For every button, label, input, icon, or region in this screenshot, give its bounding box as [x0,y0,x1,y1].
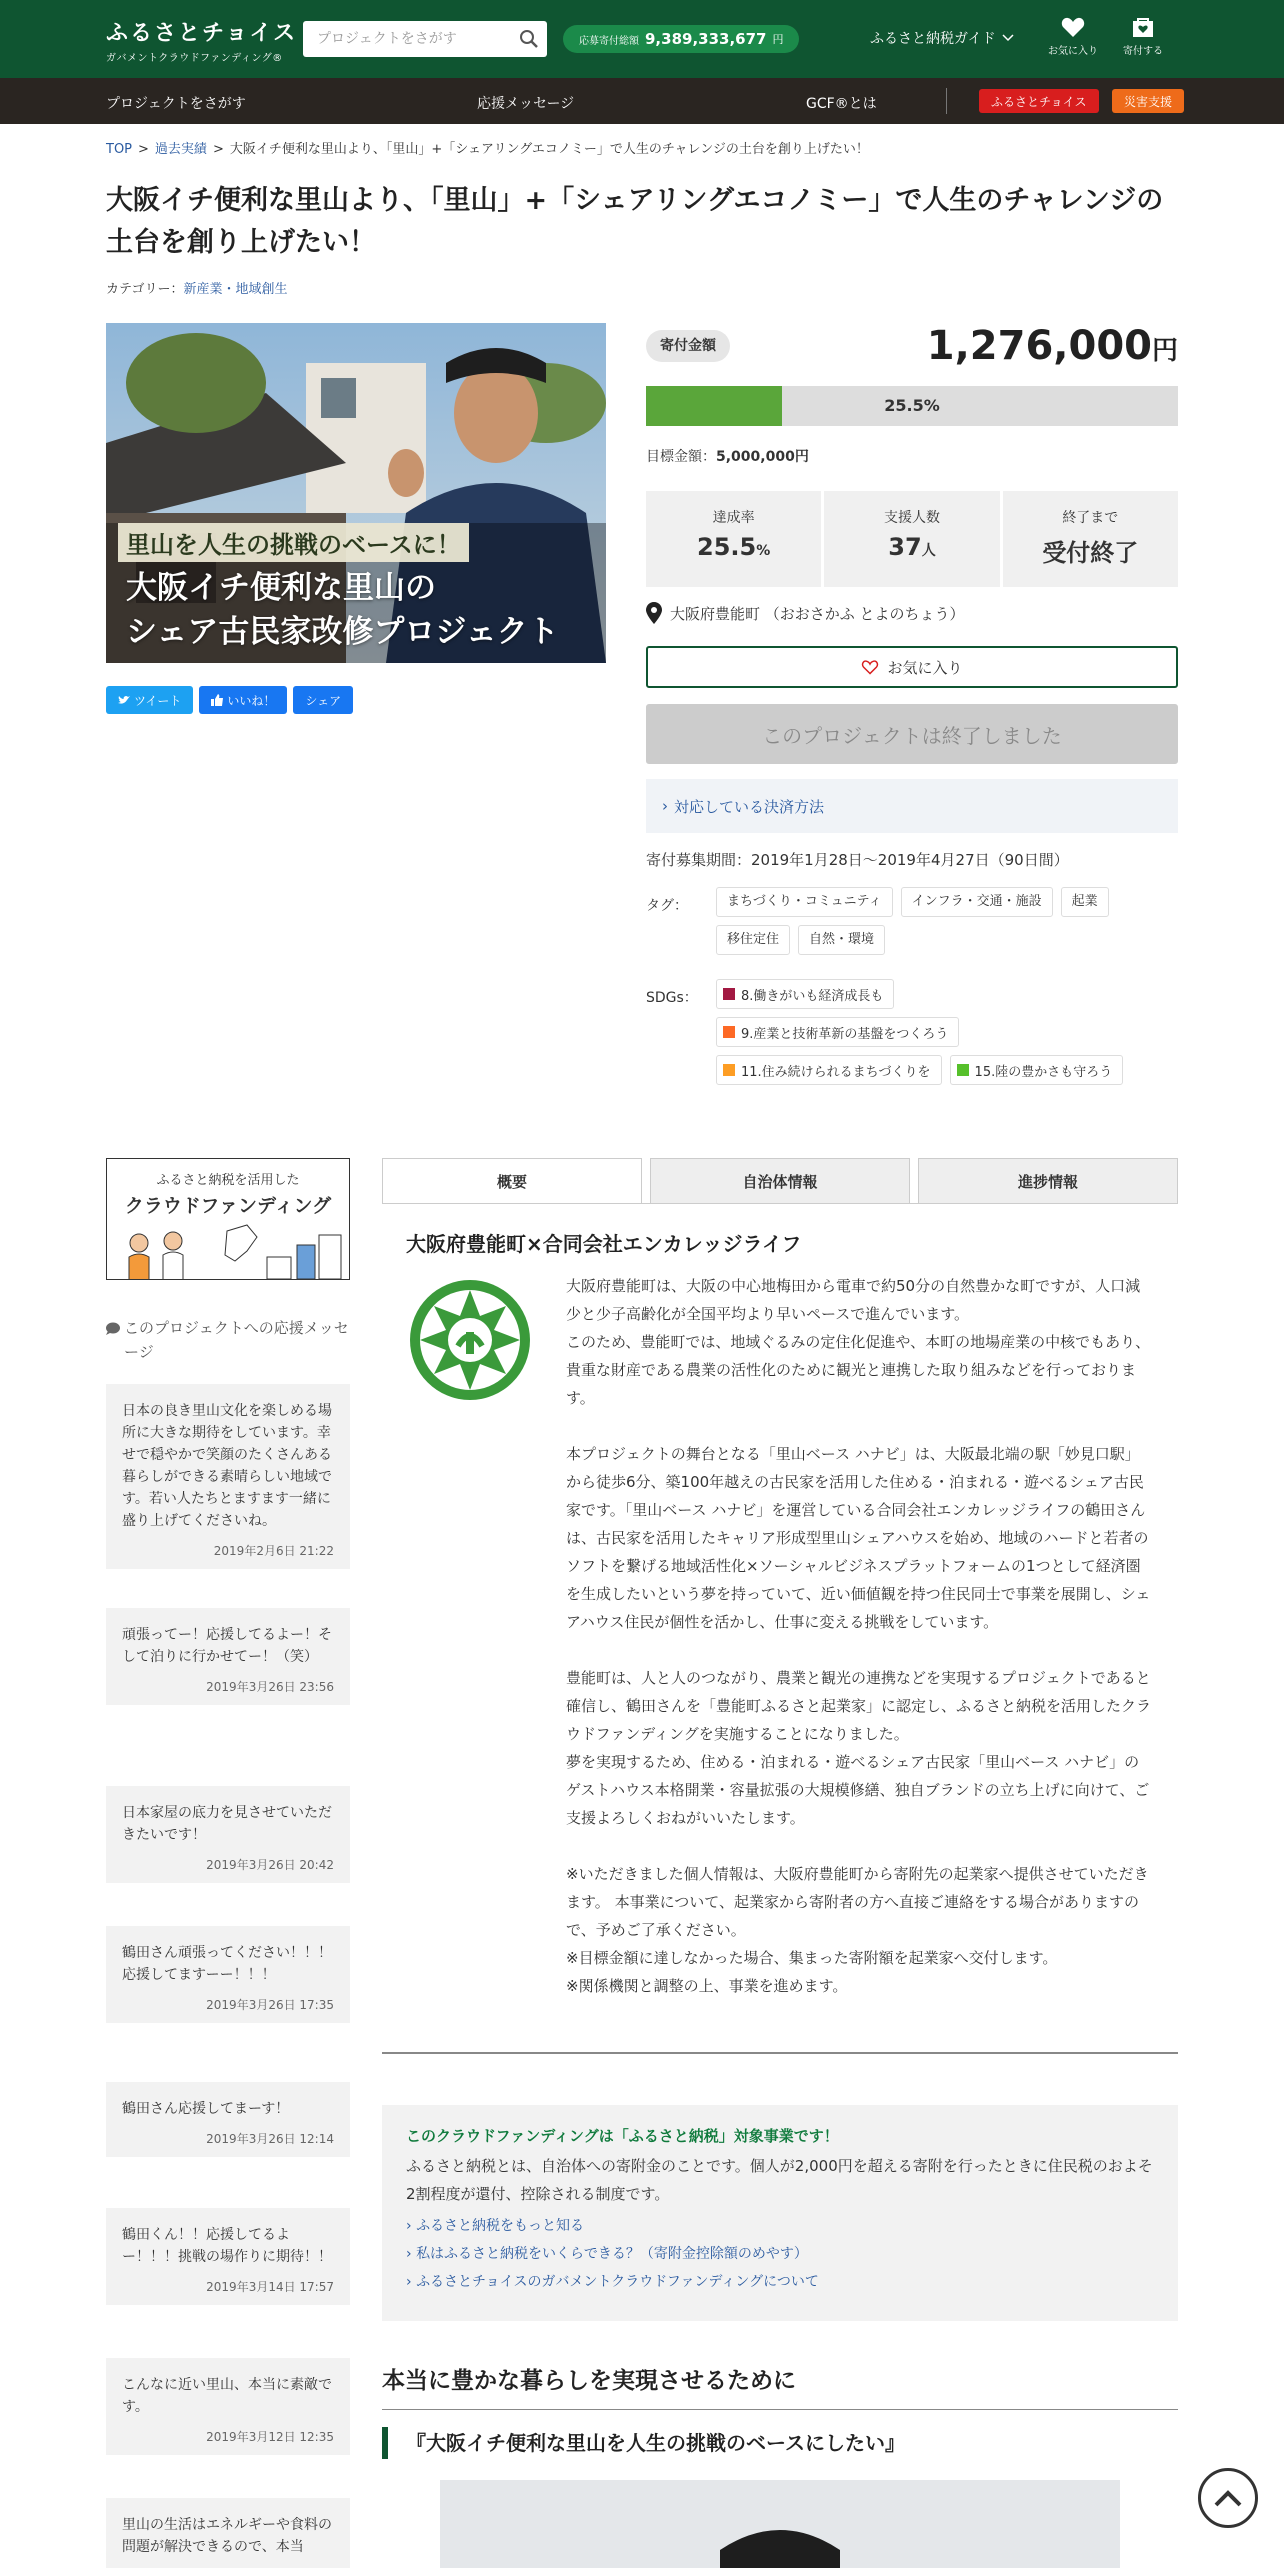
stat-rate: 達成率 25.5% [646,491,821,587]
heart-outline-icon [861,659,879,675]
content-divider [382,2052,1178,2054]
message-card: 鶴田さん応援してまーす！ 2019年3月26日 12:14 [106,2082,350,2157]
content-paragraph: 本プロジェクトの舞台となる「里山ベース ハナビ」は、大阪最北端の駅「妙見口駅」から徒歩6分、築100年越えの古民家を活用した住める・泊まれる・遊べるシェア古民家です。「里山ベース ハナビ」を運営している合同会社エンカレッジライフの鶴田さんは、古民家を活用したキャリア形成型里山シェアハウスを始め、地域のハードと若者のソフトを繋げる地域活性化×ソーシャルビジネスプラットフォームの1つとして経済圏を生成したいという夢を持っていて、近い価値観を持つ住民同士で事業を展開し、シェアハウス住民が個性を活かし、仕事に変える挑戦をしています。 [566,1445,1151,1631]
breadcrumb-past[interactable]: 過去実績 [154,142,207,157]
page-title: 大阪イチ便利な里山より、「里山」+「シェアリングエコノミー」で人生のチャレンジの土台を創り上げたい！ [106,185,1164,258]
furusato-choice-button[interactable]: ふるさとチョイス [979,89,1099,113]
like-button[interactable] [199,686,287,714]
site-header [0,0,1284,78]
message-card: 里山の生活はエネルギーや食料の問題が解決できるので、本当 [106,2498,350,2568]
back-to-top-button[interactable] [1198,2468,1258,2528]
chevron-up-icon [1213,2488,1243,2508]
messages-heading: このプロジェクトへの応援メッセージ [106,1316,350,1364]
furusato-link[interactable]: › ふるさと納税をもっと知る [406,2218,585,2234]
tags-label: タグ： [646,898,688,914]
sdg-icon [957,1064,969,1076]
town-emblem-icon [406,1276,534,1404]
main-nav [0,78,1284,124]
sdg-tag[interactable]: 9.産業と技術革新の基盤をつくろう [716,1017,959,1047]
donate-label: 寄付する [1123,46,1163,57]
furusato-heading: このクラウドファンディングは「ふるさと納税」対象事業です！ [406,2127,839,2145]
nav-item-about[interactable]: GCF®とは [806,96,877,112]
tab-overview[interactable]: 概要 [382,1158,642,1204]
chevron-down-icon [1002,34,1014,42]
thumbs-up-icon [211,694,223,706]
favorites-label: お気に入り [1048,46,1098,57]
search-input[interactable] [303,21,508,57]
message-card: 頑張ってー！応援してるよー！そして泊りに行かせてー！（笑） 2019年3月26日 23:56 [106,1608,350,1705]
tab-municipality[interactable]: 自治体情報 [650,1158,910,1204]
twitter-icon [118,695,130,705]
amount-label: 寄付金額 [646,330,730,362]
stat-supporters: 支援人数 37人 [824,491,999,587]
content-photo [440,2480,1120,2568]
tag[interactable]: 起業 [1061,887,1109,917]
message-card: 日本家屋の底力を見させていただきたいです！ 2019年3月26日 20:42 [106,1786,350,1883]
donation-period: 寄付募集期間：2019年1月28日～2019年4月27日（90日間） [646,851,1069,869]
tab-progress[interactable]: 進捗情報 [918,1158,1178,1204]
sdg-tag[interactable]: 11.住み続けられるまちづくりを [716,1055,942,1085]
sdgs-label: SDGs： [646,990,698,1006]
content-paragraph: 豊能町は、人と人のつながり、農業と観光の連携などを実現するプロジェクトであると確信し、鶴田さんを「豊能町ふるさと起業家」に認定し、ふるさと納税を活用したクラウドファンディングを実施することになりました。 夢を実現するため、住める・泊まれる・遊べるシェア古民家「里山ベース ハナビ」のゲストハウス本格開業・容量拡張の大規模修繕、独自ブランドの立ち上げに向けて、ご支援よろしくおねがいいたします。 [566,1669,1152,1827]
sdg-icon [723,988,735,1000]
payment-methods-link[interactable] [646,779,1178,833]
donate-link[interactable] [1113,16,1173,57]
furusato-link[interactable]: › 私はふるさと納税をいくらできる？（寄附金控除額のめやす） [406,2246,808,2262]
progress-text: 25.5% [884,396,940,415]
furusato-text: ふるさと納税とは、自治体への寄附金のことです。個人が2,000円を超える寄附を行ったときに住民税のおよそ2割程度が還付、控除される制度です。 [406,2157,1153,2203]
heart-icon [1061,16,1085,38]
nav-divider [946,88,947,114]
disaster-support-button[interactable]: 災害支援 [1112,89,1184,113]
category-link[interactable]: 新産業・地域創生 [183,282,288,297]
bag-icon [1131,16,1155,38]
amount-value: 1,276,000円 [926,323,1178,369]
logo-main: ふるさとチョイス [106,20,298,46]
search-icon [519,29,539,49]
sdg-tag[interactable]: 8.働きがいも経済成長も [716,979,894,1009]
tab-underline [382,1203,1178,1204]
message-card: 日本の良き里山文化を楽しめる場所に大きな期待をしています。幸せで穏やかで笑顔のたくさんある暮らしができる素晴らしい地域です。若い人たちとますます一緒に盛り上げてくださいね。 2019年2月6日 21:22 [106,1384,350,1569]
share-button[interactable]: シェア [293,686,353,714]
subsection-heading: 『大阪イチ便利な里山を人生の挑戦のベースにしたい』 [382,2427,905,2459]
hero-caption-tagline: 里山を人生の挑戦のベースに！ [118,523,469,562]
guide-menu[interactable] [870,28,1014,48]
breadcrumb-current: 大阪イチ便利な里山より、「里山」+「シェアリングエコノミー」で人生のチャレンジの土台を創り上げたい！ [229,142,869,157]
sidebar [106,1158,350,2555]
search-box [303,21,547,57]
content-body [566,1272,1154,2028]
tag[interactable]: まちづくり・コミュニティ [716,887,893,917]
tweet-label: ツイート [134,693,182,708]
sdg-icon [723,1064,735,1076]
project-ended-button: このプロジェクトは終了しました [646,704,1178,764]
site-logo[interactable] [106,16,297,64]
location [646,602,965,624]
like-label: いいね！ [227,693,276,708]
banner-line2: クラウドファンディング [124,1195,332,1217]
guide-label: ふるさと納税ガイド [870,31,996,47]
tag[interactable]: 移住定住 [716,925,790,955]
tag[interactable]: インフラ・交通・施設 [901,887,1053,917]
hero-caption [118,523,559,654]
sdg-tag[interactable]: 15.陸の豊かさも守ろう [950,1055,1124,1085]
stats-row [646,491,1178,587]
content-paragraph: 大阪府豊能町は、大阪の中心地梅田から電車で約50分の自然豊かな町ですが、人口減少と少子高齢化が全国平均より早いペースで進んでいます。 このため、豊能町では、地域ぐるみの定住化促進や、本町の地場産業の中核でもあり、貴重な財産である農業の活性化のために観光と連携した取り組みなどを行っております。 [566,1277,1151,1407]
tag[interactable]: 自然・環境 [798,925,885,955]
payment-methods-label: 対応している決済方法 [674,797,825,816]
furusato-link[interactable]: › ふるさとチョイスのガバメントクラウドファンディングについて [406,2274,819,2290]
category [106,278,288,297]
crowdfunding-banner[interactable] [106,1158,350,1280]
search-button[interactable] [515,25,543,53]
furusato-info-box [382,2105,1178,2321]
nav-item-search[interactable]: プロジェクトをさがす [106,96,246,112]
breadcrumb: TOP > 過去実績 > 大阪イチ便利な里山より、「里山」+「シェアリングエコノミー」で人生のチャレンジの土台を創り上げたい！ [106,142,869,157]
total-value: 9,389,333,677 [645,30,767,48]
stat-remaining: 終了まで 受付終了 [1003,491,1178,587]
total-unit: 円 [772,33,784,46]
share-buttons [106,686,353,714]
favorite-label: お気に入り [887,658,963,677]
total-donations-badge [563,25,799,53]
hero-caption-title-1: 大阪イチ便利な里山の [126,570,436,606]
banner-illustration [107,1221,349,1279]
location-text: 大阪府豊能町 （おおさかふ とよのちょう） [670,604,965,623]
message-card: 鶴田さん頑張ってください！！！応援してますーー！！！ 2019年3月26日 17:35 [106,1926,350,2023]
goal-amount: 目標金額：5,000,000円 [646,449,809,465]
project-hero-image [106,323,606,663]
favorite-button[interactable] [646,646,1178,688]
content-heading: 大阪府豊能町×合同会社エンカレッジライフ [406,1232,802,1256]
logo-sub: ガバメントクラウドファンディング® [106,53,283,64]
breadcrumb-top[interactable]: TOP [106,142,133,157]
content-tabs [382,1158,1178,1204]
message-card: こんなに近い里山、本当に素敵です。 2019年3月12日 12:35 [106,2358,350,2455]
content-paragraph: ※いただきました個人情報は、大阪府豊能町から寄附先の起業家へ提供させていただきます。 本事業について、起業家から寄附者の方へ直接ご連絡をする場合がありますので、予めご了承ください。 ※目標金額に達しなかった場合、集まった寄附額を起業家へ交付します。 ※関係機関と調整の上、事業を進めます。 [566,1865,1149,1995]
map-pin-icon [646,602,662,624]
favorites-link[interactable] [1043,16,1103,57]
hero-caption-title-2: シェア古民家改修プロジェクト [126,614,559,650]
category-label: カテゴリー： [106,282,184,297]
banner-line1: ふるさと納税を活用した [156,1173,300,1188]
speech-bubble-icon [106,1322,120,1335]
progress-bar [646,386,1178,426]
message-card: 鶴田くん！！応援してるよー！！！挑戦の場作りに期待！！ 2019年3月14日 17:57 [106,2208,350,2305]
section-heading: 本当に豊かな暮らしを実現させるために [382,2362,1178,2410]
sdg-icon [723,1026,735,1038]
total-label: 応募寄付総額 [579,35,639,47]
tweet-button[interactable] [106,686,193,714]
nav-item-messages[interactable]: 応援メッセージ [477,96,575,112]
chevron-right-icon: › [662,797,668,815]
